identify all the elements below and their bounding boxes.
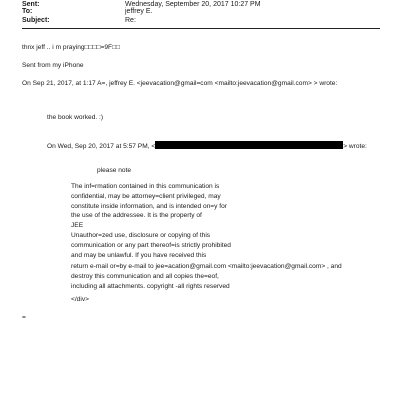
to-value: jeffrey E.	[125, 8, 153, 15]
reply-line: thnx jeff .. i m praying□□□□=9F□□	[22, 44, 120, 51]
header-divider	[22, 28, 380, 29]
sent-from-line: Sent from my iPhone	[22, 62, 84, 69]
book-worked-line: the book worked. :)	[47, 114, 104, 121]
please-note-line: please note	[97, 167, 132, 174]
trailing-mark: =	[22, 314, 26, 321]
return-line: destroy this communication and all copies the=eof,	[71, 272, 219, 280]
disclaimer-line: confidential, may be attorney=client privileged, may	[71, 192, 221, 200]
return-line: return e-mail or=by e-mail to jee=acation@gmail.com <mailto:jeevacation@gmail.com> , and	[71, 263, 342, 270]
quote2-header	[47, 141, 367, 151]
disclaimer-line: JEE	[71, 222, 84, 230]
subject-label: Subject:	[22, 17, 50, 24]
disclaimer-line: communication or any part thereof=is strictly prohibited	[71, 241, 231, 249]
to-label: To:	[22, 8, 33, 15]
div-close-tag: </div>	[71, 296, 89, 303]
disclaimer-line: constitute inside information, and is intended on=y for	[71, 202, 227, 210]
quote2-suffix: > wrote:	[343, 143, 367, 150]
disclaimer-paragraph	[71, 182, 231, 260]
disclaimer-line: The inf=rmation contained in this communication is	[71, 183, 220, 190]
disclaimer-line: Unauthor=zed use, disclosure or copying of this	[71, 231, 211, 239]
quote1-header: On Sep 21, 2017, at 1:17 A=, jeffrey E. <jeevacation@gmail=com <mailto:jeevacation@gmail.com> > wrote:	[22, 80, 338, 87]
subject-row	[22, 16, 136, 25]
subject-value: Re:	[125, 17, 136, 24]
disclaimer-line: and may be unlawful. If you have received this	[71, 251, 207, 259]
return-line: including all attachments. copyright -all rights reserved	[71, 282, 230, 290]
quote2-prefix: On Wed, Sep 20, 2017 at 5:57 PM, <	[47, 143, 156, 150]
to-row	[22, 7, 153, 16]
redaction-block	[155, 141, 343, 149]
sent-label: Sent:	[22, 1, 40, 8]
sent-value: Wednesday, September 20, 2017 10:27 PM	[125, 1, 261, 8]
disclaimer-line: the use of the addressee. It is the property of	[71, 212, 202, 220]
return-paragraph	[71, 262, 342, 291]
